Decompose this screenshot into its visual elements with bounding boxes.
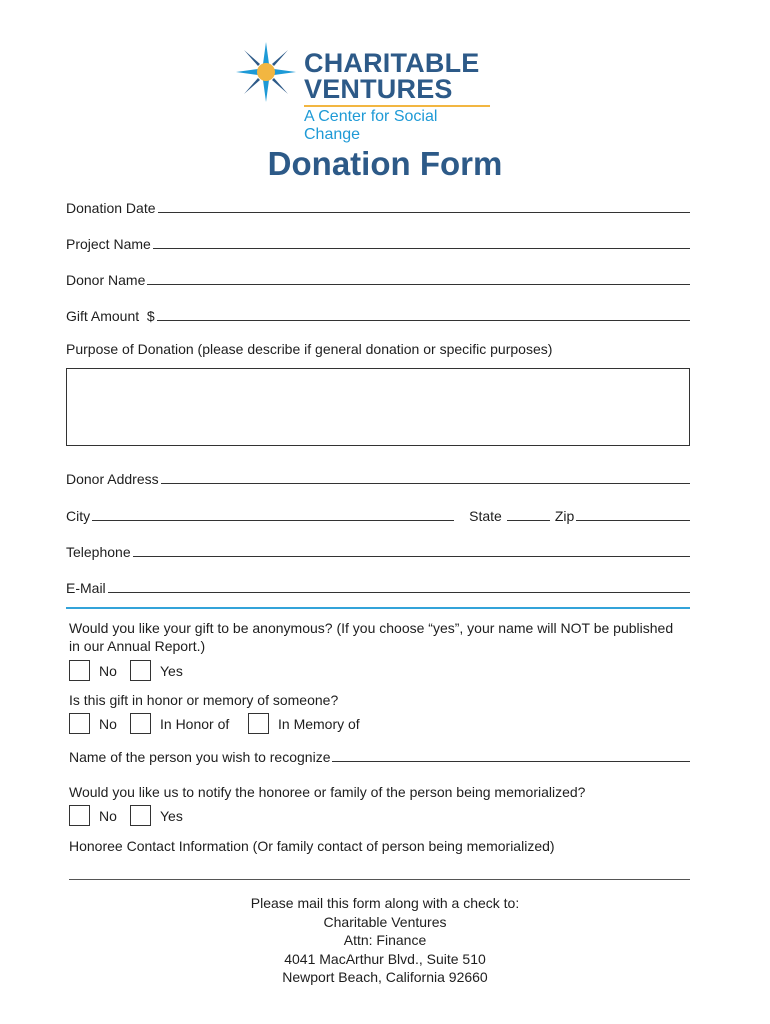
city-state-zip-row [66, 502, 690, 524]
in-honor-option[interactable] [130, 713, 229, 734]
in-honor-label: In Honor of [160, 715, 230, 732]
zip-line[interactable] [576, 520, 690, 521]
anonymous-no-checkbox[interactable] [69, 660, 90, 681]
project-name-label: Project Name [66, 236, 151, 252]
notify-yes-checkbox[interactable] [130, 805, 151, 826]
anonymous-question: Would you like your gift to be anonymous? (If you choose “yes”, your name will NOT be published in our Annual Report.) [69, 620, 674, 654]
in-honor-checkbox[interactable] [130, 713, 151, 734]
email-line[interactable] [108, 592, 690, 593]
in-memory-checkbox[interactable] [248, 713, 269, 734]
telephone-line[interactable] [133, 556, 690, 557]
state-line[interactable] [507, 520, 550, 521]
telephone-field[interactable] [66, 538, 690, 560]
compass-star-icon [234, 40, 298, 104]
honoree-contact-line[interactable] [69, 879, 690, 880]
mail-organization: Charitable Ventures [323, 913, 447, 930]
in-memory-option[interactable] [248, 713, 360, 734]
recognize-label: Name of the person you wish to recognize [69, 749, 331, 765]
donor-name-line[interactable] [147, 284, 690, 285]
gift-amount-field[interactable] [66, 302, 690, 324]
charitable-ventures-logo [234, 40, 496, 143]
notify-no-checkbox[interactable] [69, 805, 90, 826]
honor-question: Is this gift in honor or memory of someone? [69, 692, 339, 708]
honor-no-checkbox[interactable] [69, 713, 90, 734]
donation-date-line[interactable] [158, 212, 690, 213]
mail-city: Newport Beach, California 92660 [282, 969, 488, 986]
state-label: State [469, 508, 502, 524]
mail-attention: Attn: Finance [343, 932, 427, 949]
recognize-field[interactable] [69, 743, 690, 765]
recognize-line[interactable] [332, 761, 690, 762]
donation-date-field[interactable] [66, 194, 690, 216]
donor-address-field[interactable] [66, 465, 690, 487]
city-line[interactable] [92, 520, 454, 521]
city-label: City [66, 508, 91, 524]
logo-tagline: A Center for Social Change [304, 108, 438, 143]
anonymous-yes-label: Yes [160, 662, 183, 679]
mailing-instructions [0, 894, 770, 987]
notify-question: Would you like us to notify the honoree or family of the person being memorialized? [69, 784, 586, 800]
mail-street: 4041 MacArthur Blvd., Suite 510 [284, 950, 486, 967]
honor-no-option[interactable] [69, 713, 117, 734]
notify-no-option[interactable] [69, 805, 117, 826]
logo-line-charitable: CHARITABLE [304, 48, 480, 78]
page-title: Donation Form [267, 145, 503, 182]
donor-address-label: Donor Address [66, 471, 159, 487]
purpose-label: Purpose of Donation (please describe if general donation or specific purposes) [66, 341, 553, 357]
anonymous-no-option[interactable] [69, 660, 117, 681]
telephone-label: Telephone [66, 544, 131, 560]
notify-yes-option[interactable] [130, 805, 183, 826]
zip-label: Zip [554, 508, 575, 524]
gift-amount-label: Gift Amount $ [66, 308, 155, 324]
honor-no-label: No [99, 715, 117, 732]
email-label: E-Mail [66, 580, 106, 596]
logo-divider [304, 105, 490, 107]
anonymous-yes-checkbox[interactable] [130, 660, 151, 681]
in-memory-label: In Memory of [278, 715, 360, 732]
notify-yes-label: Yes [160, 807, 183, 824]
donor-name-field[interactable] [66, 266, 690, 288]
project-name-field[interactable] [66, 230, 690, 252]
anonymous-yes-option[interactable] [130, 660, 183, 681]
purpose-textbox[interactable] [66, 368, 690, 446]
donor-address-line[interactable] [161, 483, 690, 484]
gift-amount-line[interactable] [157, 320, 690, 321]
email-field[interactable] [66, 574, 690, 596]
logo-line-ventures: VENTURES [304, 74, 453, 104]
project-name-line[interactable] [153, 248, 690, 249]
honoree-contact-label: Honoree Contact Information (Or family contact of person being memorialized) [69, 838, 555, 854]
donation-date-label: Donation Date [66, 200, 156, 216]
anonymous-no-label: No [99, 662, 117, 679]
donor-name-label: Donor Name [66, 272, 146, 288]
notify-no-label: No [99, 807, 117, 824]
mail-instruction: Please mail this form along with a check to: [250, 895, 520, 911]
section-divider [66, 607, 690, 609]
